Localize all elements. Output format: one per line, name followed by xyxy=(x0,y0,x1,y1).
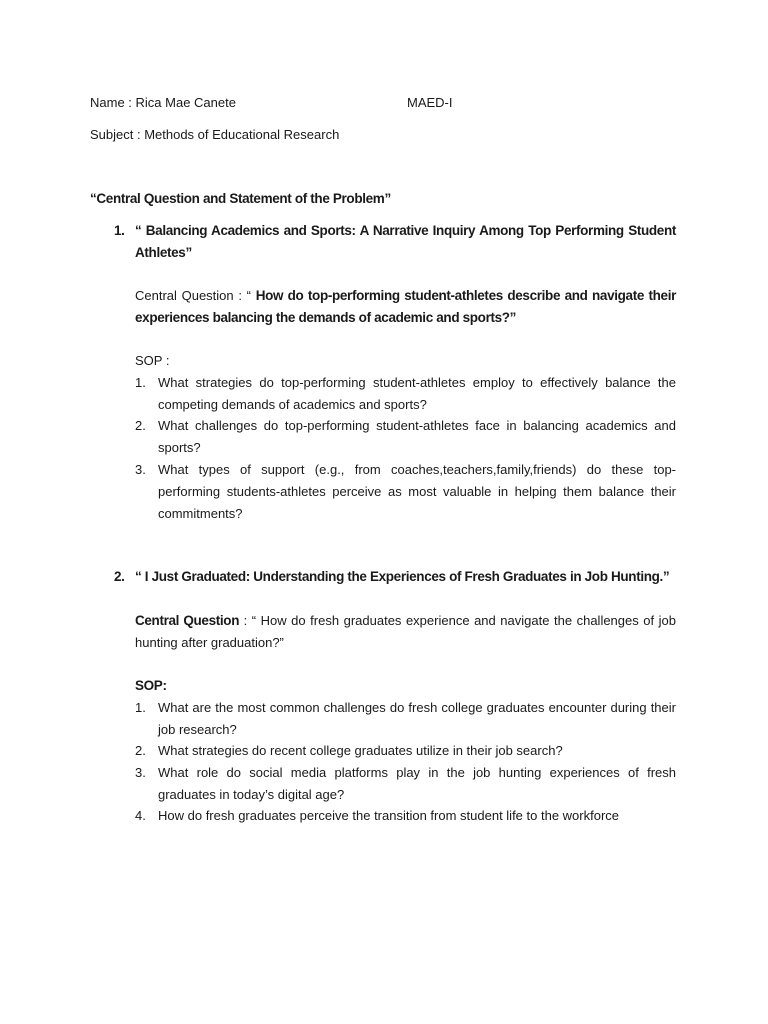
sop-label: SOP : xyxy=(135,353,170,368)
list-item-text: What strategies do recent college graduates utilize in their job search? xyxy=(158,743,563,758)
central-question xyxy=(135,285,676,329)
list-item-text: What types of support (e.g., from coaches,teachers,family,friends) do these top-performing students-athletes perceive as most valuable in helping them balance their commitments? xyxy=(158,462,676,521)
list-item-number: 2. xyxy=(135,418,146,433)
list-item-number: 1. xyxy=(135,700,146,715)
list-item-text: What are the most common challenges do fresh college graduates encounter during their job research? xyxy=(158,700,676,737)
list-item-number: 4. xyxy=(135,808,146,823)
central-question-text: : “ How do fresh graduates experience and navigate the challenges of job hunting after graduation?” xyxy=(135,613,677,650)
list-item-text: What strategies do top-performing student-athletes employ to effectively balance the competing demands of academics and sports? xyxy=(158,375,676,412)
list-item-text: What challenges do top-performing student-athletes face in balancing academics and sports? xyxy=(158,418,676,455)
name-line: Name : Rica Mae Canete xyxy=(90,95,236,110)
list-item-text: What role do social media platforms play in the job hunting experiences of fresh graduates in today’s digital age? xyxy=(158,765,676,802)
section-number: 1. xyxy=(114,223,125,238)
list-item-number: 3. xyxy=(135,765,146,780)
subject-line: Subject : Methods of Educational Research xyxy=(90,127,340,142)
central-question xyxy=(135,610,676,654)
program-label: MAED-I xyxy=(407,95,453,110)
section-title: “ Balancing Academics and Sports: A Narrative Inquiry Among Top Performing Student Athletes” xyxy=(135,223,676,260)
document-title: “Central Question and Statement of the Problem” xyxy=(90,191,391,206)
section-number: 2. xyxy=(114,569,125,584)
list-item-number: 1. xyxy=(135,375,146,390)
section-title: “ I Just Graduated: Understanding the Experiences of Fresh Graduates in Job Hunting.” xyxy=(135,569,670,584)
list-item-number: 2. xyxy=(135,743,146,758)
sop-label: SOP: xyxy=(135,678,167,693)
central-question-text: How do top-performing student-athletes describe and navigate their experiences balancing the demands of academic and sports?” xyxy=(135,288,677,325)
central-question-label: Central Question : “ xyxy=(135,288,256,303)
list-item-number: 3. xyxy=(135,462,146,477)
list-item-text: How do fresh graduates perceive the transition from student life to the workforce xyxy=(158,808,620,823)
central-question-label: Central Question xyxy=(135,613,240,628)
